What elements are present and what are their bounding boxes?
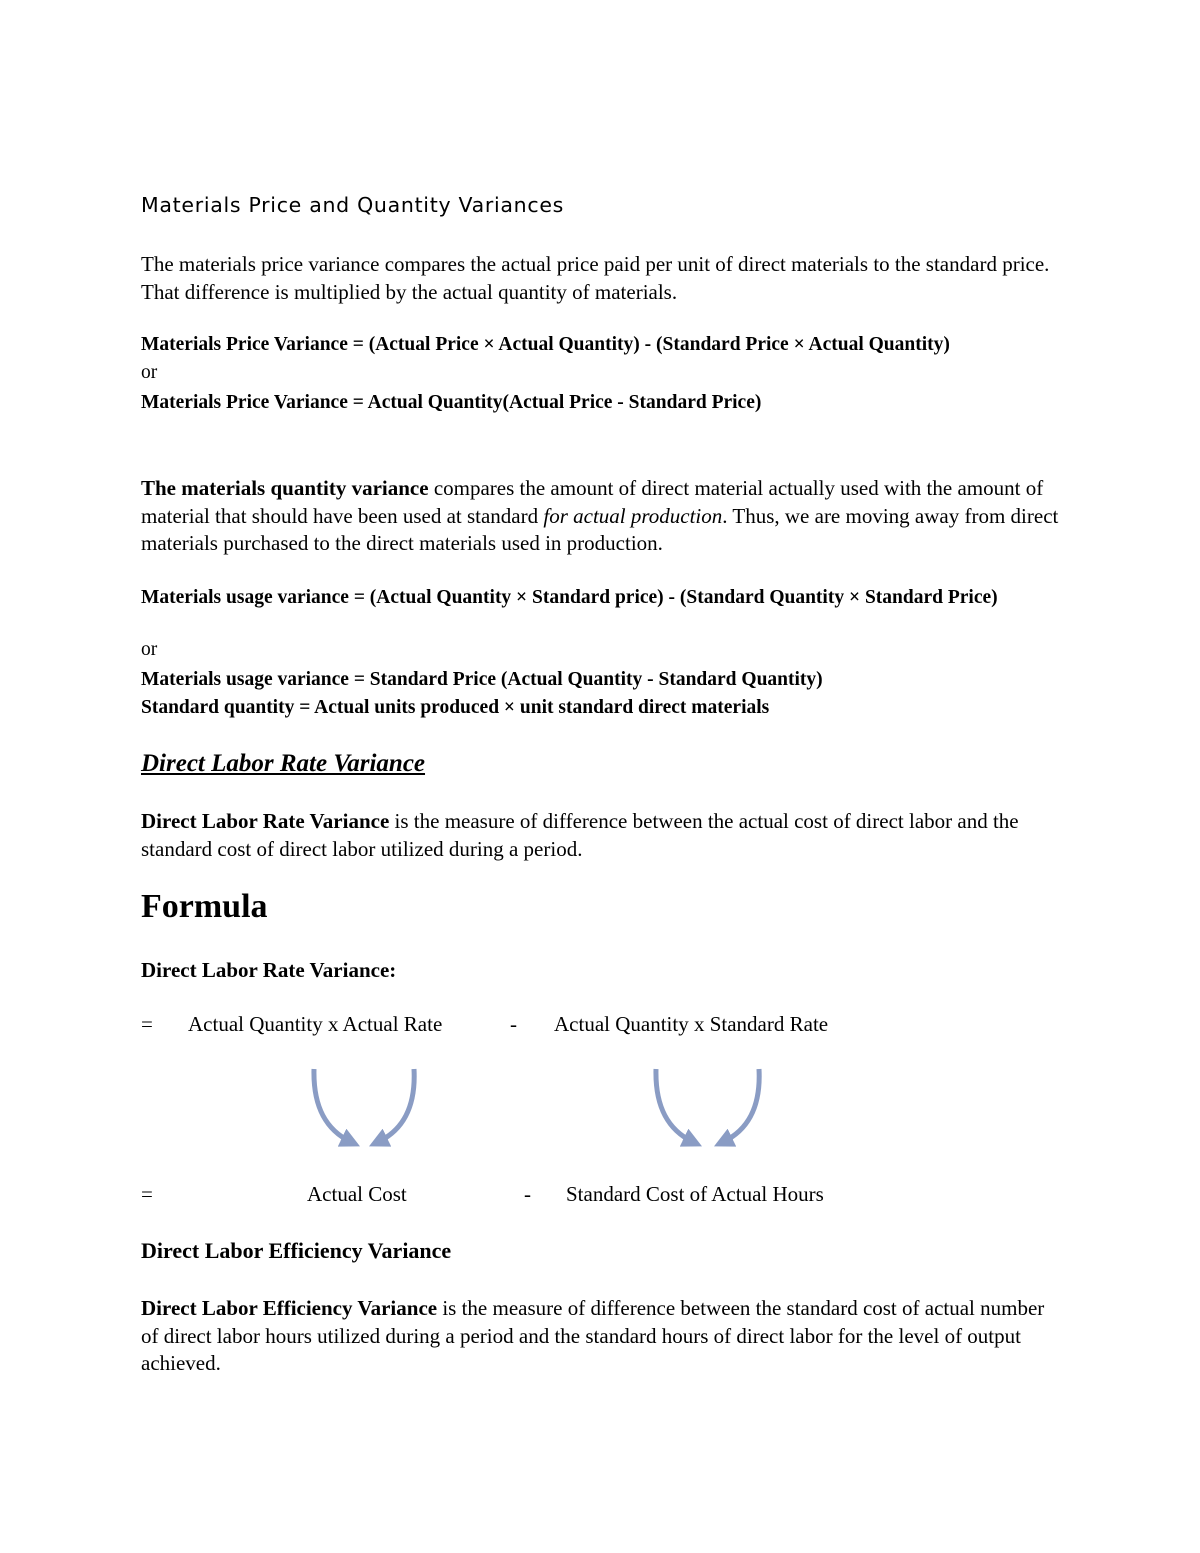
formula-row-2 bbox=[141, 1182, 1071, 1210]
term-quantity-variance: The materials quantity variance bbox=[141, 476, 429, 500]
formula-price-variance-1: Materials Price Variance = (Actual Price × Actual Quantity) - (Standard Price × Actual Quantity) bbox=[141, 334, 950, 355]
formula-term-right: Standard Cost of Actual Hours bbox=[566, 1182, 824, 1206]
formula-term-left: Actual Quantity x Actual Rate bbox=[188, 1012, 443, 1036]
formula-price-variance-2: Materials Price Variance = Actual Quantity(Actual Price - Standard Price) bbox=[141, 392, 762, 413]
equals-sign: = bbox=[141, 1182, 153, 1206]
minus-sign: - bbox=[524, 1182, 531, 1206]
arrow-left-down-icon bbox=[656, 1069, 693, 1142]
formula-term-right: Actual Quantity x Standard Rate bbox=[554, 1012, 829, 1036]
arrow-right-down-icon bbox=[378, 1069, 414, 1142]
italic-phrase: for actual production bbox=[543, 503, 723, 528]
paragraph-price-variance: The materials price variance compares the actual price paid per unit of direct materials to the standard price. That difference is multiplied by the actual quantity of materials. bbox=[141, 252, 1050, 304]
arrow-right-down-icon bbox=[723, 1069, 759, 1142]
section-heading-materials: Materials Price and Quantity Variances bbox=[141, 193, 565, 217]
minus-sign: - bbox=[510, 1012, 517, 1036]
formula-heading: Formula bbox=[141, 888, 268, 925]
formula-term-left: Actual Cost bbox=[307, 1182, 407, 1206]
arrow-diagram bbox=[141, 1062, 1071, 1162]
or-text: or bbox=[141, 639, 158, 660]
term-labor-efficiency: Direct Labor Efficiency Variance bbox=[141, 1296, 438, 1320]
paragraph-labor-efficiency: Direct Labor Efficiency Variance is the measure of difference between the standard cost of actual number of direct labor hours utilized during a period and the standard hours of direct labor for the level of output achieved. bbox=[141, 1296, 1045, 1375]
term-labor-rate: Direct Labor Rate Variance bbox=[141, 809, 390, 833]
formula-row-1 bbox=[141, 1012, 1071, 1040]
arrow-left-down-icon bbox=[314, 1069, 351, 1142]
or-text: or bbox=[141, 362, 158, 383]
formula-subheading: Direct Labor Rate Variance: bbox=[141, 958, 397, 982]
paragraph-quantity-variance: The materials quantity variance compares the amount of direct material actually used with the amount of material that should have been used at standard for actual production. Thus, we are moving away from direct materials purchased to the direct materials used in production. bbox=[141, 476, 1059, 555]
formula-standard-quantity: Standard quantity = Actual units produced × unit standard direct materials bbox=[141, 697, 770, 718]
formula-usage-variance-2: Materials usage variance = Standard Price (Actual Quantity - Standard Quantity) bbox=[141, 669, 823, 690]
equals-sign: = bbox=[141, 1012, 153, 1036]
formula-usage-variance-1: Materials usage variance = (Actual Quantity × Standard price) - (Standard Quantity × Standard Price) bbox=[141, 587, 998, 608]
paragraph-labor-rate: Direct Labor Rate Variance is the measure of difference between the actual cost of direct labor and the standard cost of direct labor utilized during a period. bbox=[141, 809, 1019, 861]
section-heading-labor-efficiency: Direct Labor Efficiency Variance bbox=[141, 1238, 452, 1263]
section-heading-labor-rate: Direct Labor Rate Variance bbox=[141, 750, 426, 777]
